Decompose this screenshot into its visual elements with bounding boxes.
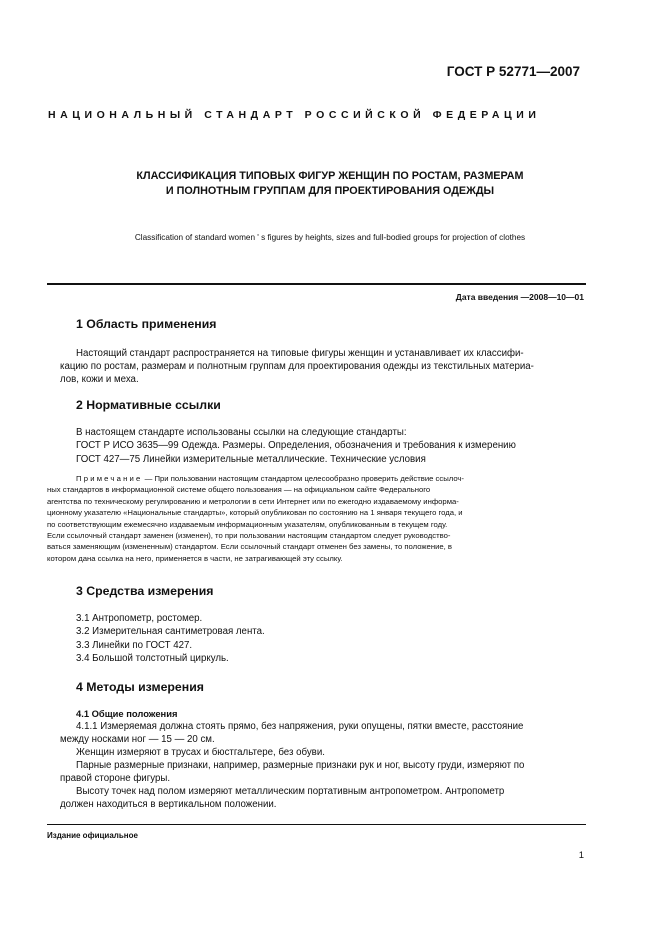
list-item: 3.1 Антропометр, ростомер. [76,613,203,624]
note-label: Примечание [76,474,143,483]
note-line: ционному указателю «Национальные стандарты», который опубликован по состоянию на 1 января текущего года, и [47,508,463,518]
header-divider [47,283,586,285]
english-title: Classification of standard women ' s figures by heights, sizes and full-bodied groups for projection of clothes [134,233,526,242]
note-line: ных стандартов в информационной системе общего пользования — на официальном сайте Федерального [47,485,431,495]
footer-divider [47,824,586,825]
text-line: правой стороне фигуры. [60,773,171,784]
list-item: 3.3 Линейки по ГОСТ 427. [76,639,193,651]
section-2-heading: 2 Нормативные ссылки [76,398,221,412]
text-line: ГОСТ 427—75 Линейки измерительные металлические. Технические условия [76,453,426,465]
national-standard-banner: НАЦИОНАЛЬНЫЙ СТАНДАРТ РОССИЙСКОЙ ФЕДЕРАЦИИ [48,109,541,121]
note-line [47,473,583,484]
section-3-list [76,612,265,665]
text-line: Высоту точек над полом измеряют металлическим портативным антропометром. Антропометр [76,786,505,797]
text-line: кацию по ростам, размерам и полнотным группам для проектирования одежды из текстильных материа- [60,361,534,372]
section-2-note [47,473,583,564]
title-line-1: КЛАССИФИКАЦИЯ ТИПОВЫХ ФИГУР ЖЕНЩИН ПО РОСТАМ, РАЗМЕРАМ [136,170,524,182]
section-2-text [76,426,516,466]
note-line: по соответствующим ежемесячно издаваемым информационным указателям, опубликованным в текущем году. [47,519,448,529]
text-line: должен находиться в вертикальном положении. [60,799,277,810]
note-line: агентства по техническому регулированию и метрологии в сети Интернет или по ежегодно издаваемому информа- [47,496,459,506]
document-title [60,169,600,199]
section-1-text [60,347,582,386]
list-item: 3.4 Большой толстотный циркуль. [76,652,229,664]
section-4-text [60,720,584,811]
text-line: между носками ног — 15 — 20 см. [60,734,215,745]
note-line: котором дана ссылка на него, применяется в части, не затрагивающей эту ссылку. [47,553,343,563]
note-line: ваться заменяющим (измененным) стандартом. Если ссылочный стандарт отменен без замены, то положение, в [47,542,452,552]
section-4-1-heading: 4.1 Общие положения [76,708,178,719]
effective-date: Дата введения —2008—10—01 [455,292,584,302]
text-line: лов, кожи и меха. [60,374,139,385]
section-3-heading: 3 Средства измерения [76,584,214,598]
section-1-heading: 1 Область применения [76,317,217,331]
edition-label: Издание официальное [47,831,138,840]
note-line: Если ссылочный стандарт заменен (изменен), то при пользовании настоящим стандартом следует руководство- [47,531,451,541]
text-line: Женщин измеряют в трусах и бюстгальтере, без обуви. [76,747,325,758]
page-number: 1 [578,850,584,861]
list-item: 3.2 Измерительная сантиметровая лента. [76,626,265,638]
gost-number: ГОСТ Р 52771—2007 [446,64,580,79]
text-line: 4.1.1 Измеряемая должна стоять прямо, без напряжения, руки опущены, пятки вместе, расстояние [76,721,524,732]
note-line-text: — При пользовании настоящим стандартом целесообразно проверить действие ссылоч- [142,474,464,483]
title-line-2: И ПОЛНОТНЫМ ГРУППАМ ДЛЯ ПРОЕКТИРОВАНИЯ ОДЕЖДЫ [165,185,495,197]
text-line: В настоящем стандарте использованы ссылки на следующие стандарты: [76,427,407,438]
text-line: ГОСТ Р ИСО 3635—99 Одежда. Размеры. Определения, обозначения и требования к измерению [76,440,516,452]
text-line: Настоящий стандарт распространяется на типовые фигуры женщин и устанавливает их классифи- [76,348,524,359]
section-4-heading: 4 Методы измерения [76,680,204,694]
text-line: Парные размерные признаки, например, размерные признаки рук и ног, высоту груди, измеряют по [76,760,525,771]
